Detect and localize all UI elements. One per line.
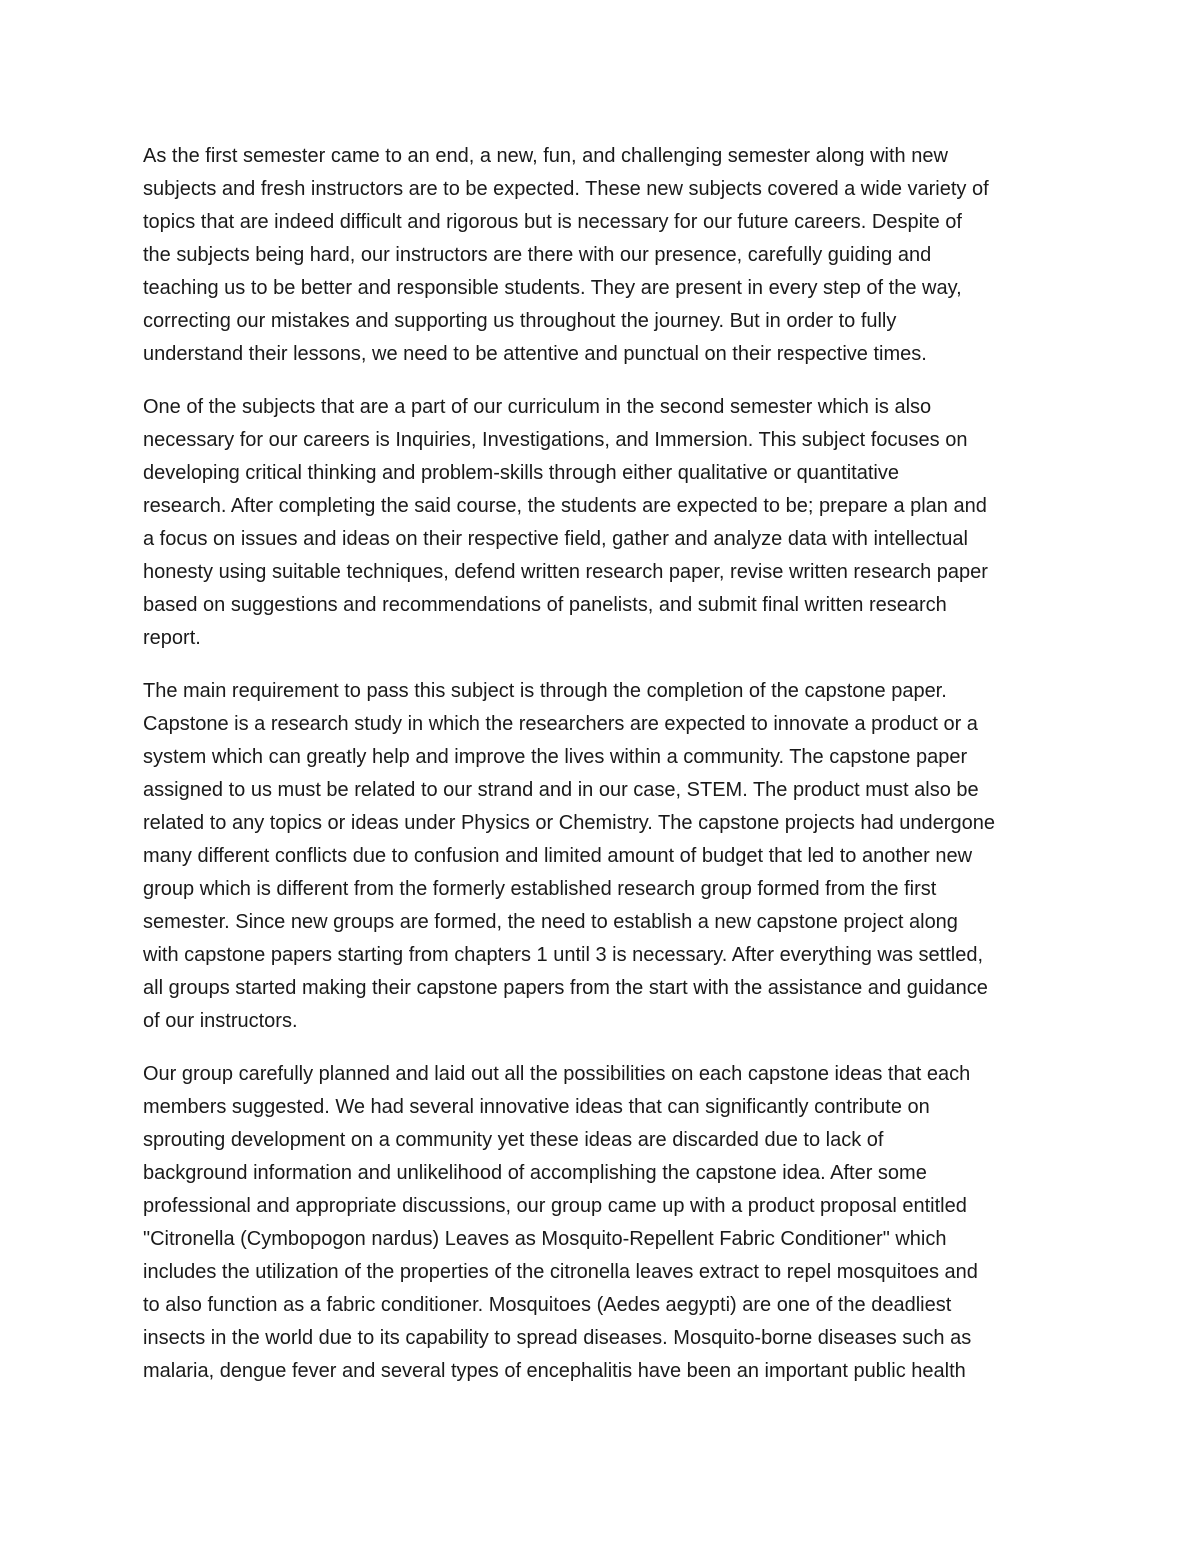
text-line: assigned to us must be related to our strand and in our case, STEM. The product must also be xyxy=(143,779,979,801)
text-line: understand their lessons, we need to be attentive and punctual on their respective times. xyxy=(143,343,927,365)
text-line: group which is different from the formerly established research group formed from the first xyxy=(143,878,937,900)
text-line: necessary for our careers is Inquiries, Investigations, and Immersion. This subject focuses on xyxy=(143,429,968,451)
text-line: As the first semester came to an end, a new, fun, and challenging semester along with new xyxy=(143,145,948,167)
paragraph-capstone-requirement xyxy=(143,675,1063,1038)
text-line: to also function as a fabric conditioner. Mosquitoes (Aedes aegypti) are one of the deadliest xyxy=(143,1294,952,1316)
text-line: subjects and fresh instructors are to be expected. These new subjects covered a wide variety of xyxy=(143,178,989,200)
text-line: "Citronella (Cymbopogon nardus) Leaves as Mosquito-Repellent Fabric Conditioner" which xyxy=(143,1228,947,1250)
text-line: Our group carefully planned and laid out all the possibilities on each capstone ideas that each xyxy=(143,1063,971,1085)
text-line: research. After completing the said course, the students are expected to be; prepare a plan and xyxy=(143,495,987,517)
text-line: related to any topics or ideas under Physics or Chemistry. The capstone projects had undergone xyxy=(143,812,995,834)
paragraph-subject-description xyxy=(143,391,1063,655)
text-line: The main requirement to pass this subject is through the completion of the capstone paper. xyxy=(143,680,947,702)
text-line: the subjects being hard, our instructors are there with our presence, carefully guiding and xyxy=(143,244,932,266)
text-line: background information and unlikelihood of accomplishing the capstone idea. After some xyxy=(143,1162,927,1184)
text-line: all groups started making their capstone papers from the start with the assistance and guidance xyxy=(143,977,988,999)
text-line: based on suggestions and recommendations of panelists, and submit final written research xyxy=(143,594,947,616)
text-line: professional and appropriate discussions, our group came up with a product proposal entitled xyxy=(143,1195,967,1217)
text-line: members suggested. We had several innovative ideas that can significantly contribute on xyxy=(143,1096,930,1118)
text-line: teaching us to be better and responsible students. They are present in every step of the way, xyxy=(143,277,962,299)
text-line: sprouting development on a community yet these ideas are discarded due to lack of xyxy=(143,1129,884,1151)
text-line: topics that are indeed difficult and rigorous but is necessary for our future careers. Despite of xyxy=(143,211,962,233)
text-line: insects in the world due to its capability to spread diseases. Mosquito-borne diseases such as xyxy=(143,1327,972,1349)
text-line: Capstone is a research study in which the researchers are expected to innovate a product or a xyxy=(143,713,978,735)
paragraph-group-proposal xyxy=(143,1058,1063,1388)
text-line: developing critical thinking and problem-skills through either qualitative or quantitative xyxy=(143,462,899,484)
text-line: report. xyxy=(143,627,201,649)
text-line: honesty using suitable techniques, defend written research paper, revise written research paper xyxy=(143,561,988,583)
text-line: One of the subjects that are a part of our curriculum in the second semester which is also xyxy=(143,396,932,418)
text-line: malaria, dengue fever and several types of encephalitis have been an important public health xyxy=(143,1360,966,1382)
text-line: with capstone papers starting from chapters 1 until 3 is necessary. After everything was settled, xyxy=(143,944,984,966)
paragraph-semester-intro xyxy=(143,140,1063,371)
text-line: semester. Since new groups are formed, the need to establish a new capstone project along xyxy=(143,911,958,933)
text-line: many different conflicts due to confusion and limited amount of budget that led to another new xyxy=(143,845,973,867)
document-body xyxy=(143,140,1063,1408)
text-line: a focus on issues and ideas on their respective field, gather and analyze data with intellectual xyxy=(143,528,968,550)
text-line: correcting our mistakes and supporting us throughout the journey. But in order to fully xyxy=(143,310,897,332)
text-line: of our instructors. xyxy=(143,1010,298,1032)
text-line: system which can greatly help and improve the lives within a community. The capstone paper xyxy=(143,746,968,768)
text-line: includes the utilization of the properties of the citronella leaves extract to repel mosquitoes and xyxy=(143,1261,978,1283)
